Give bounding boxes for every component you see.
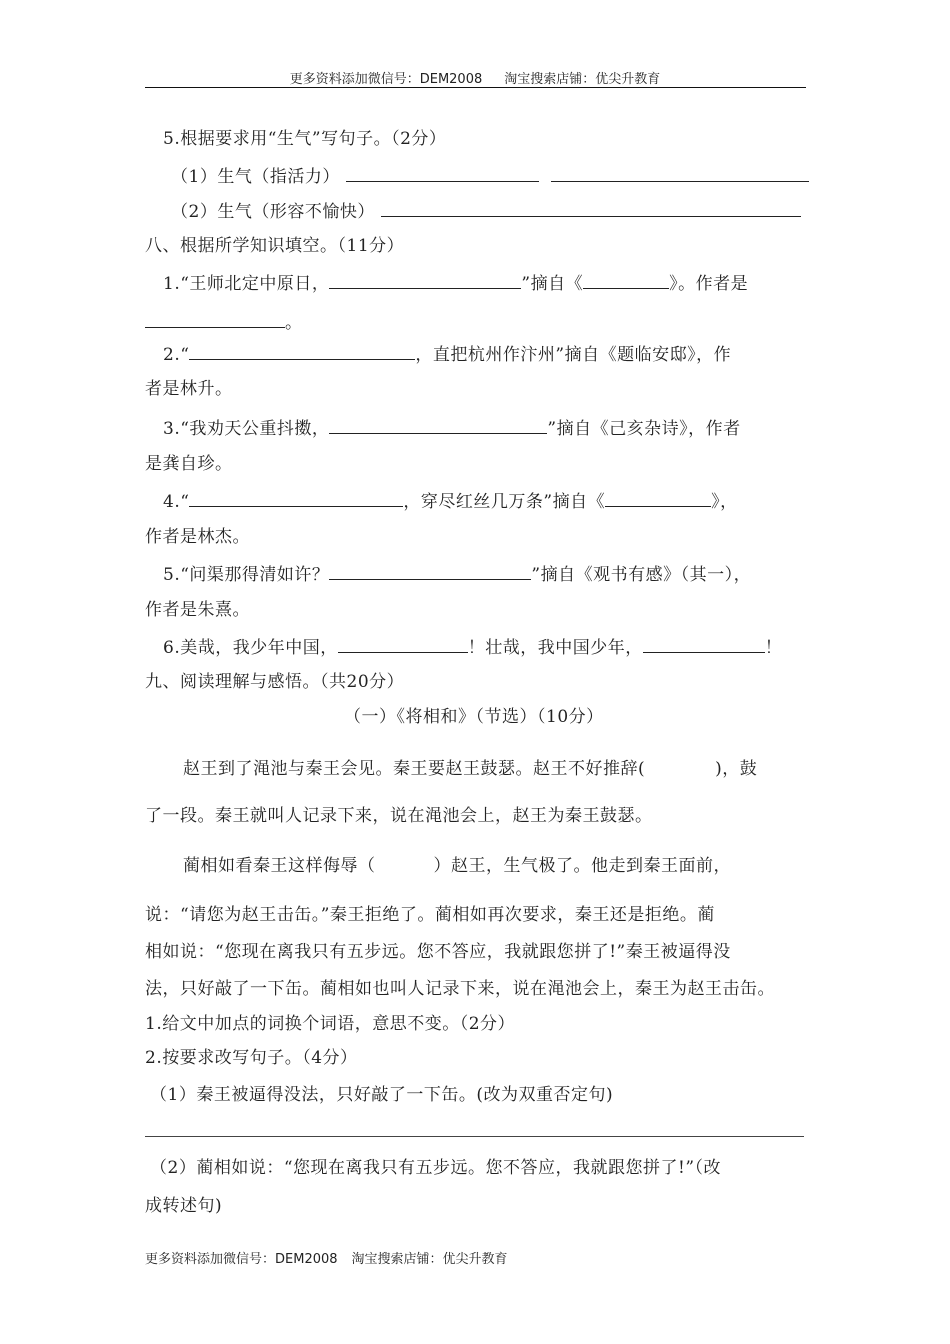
passage-subtitle: （一）《将相和》（节选）（10分） bbox=[344, 707, 604, 727]
s8-item3-text-a: 3.“我劝天公重抖擞， bbox=[163, 419, 330, 439]
s8-item1-blank-title[interactable] bbox=[583, 271, 669, 289]
passage-p2-text-b: ）赵王，生气极了。他走到秦王面前， bbox=[433, 856, 731, 876]
s8-item5-cont: 作者是朱熹。 bbox=[145, 600, 250, 620]
q5-part2 bbox=[171, 199, 801, 223]
s8-item1-blank-verse[interactable] bbox=[329, 271, 521, 289]
header-wechat: 更多资料添加微信号：DEM2008 bbox=[289, 72, 483, 87]
q5-part1-label: （1）生气（指活力） bbox=[171, 167, 340, 187]
passage-p2-line4: 法，只好敲了一下缶。蔺相如也叫人记录下来，说在渑池会上，秦王为赵王击缶。 bbox=[145, 979, 775, 999]
s8-item3-blank[interactable] bbox=[329, 416, 547, 434]
s8-item6 bbox=[163, 635, 782, 659]
s8-item1-cont bbox=[145, 310, 303, 334]
s8-item4 bbox=[163, 489, 738, 513]
passage-p1-text-a: 赵王到了渑池与秦王会见。秦王要赵王鼓瑟。赵王不好推辞( bbox=[183, 759, 646, 779]
s8-item4-blank-title[interactable] bbox=[605, 489, 711, 507]
s8-item2-text-b: ，直把杭州作汴州”摘自《题临安邸》，作 bbox=[415, 345, 732, 365]
s8-item4-text-b: ，穿尽红丝几万条”摘自《 bbox=[403, 492, 606, 512]
section8-title: 八、根据所学知识填空。（11分） bbox=[145, 236, 405, 256]
s8-item6-blank-a[interactable] bbox=[338, 635, 468, 653]
s9-question2-part2-cont: 成转述句) bbox=[145, 1196, 223, 1216]
passage-p1-line1 bbox=[183, 758, 757, 780]
s8-item6-blank-b[interactable] bbox=[643, 635, 765, 653]
s9-question2: 2.按要求改写句子。（4分） bbox=[145, 1048, 358, 1068]
s9-question1: 1.给文中加点的词换个词语，意思不变。（2分） bbox=[145, 1014, 516, 1034]
s8-item1-text-a: 1.“王师北定中原日， bbox=[163, 274, 330, 294]
answer-line[interactable] bbox=[145, 1136, 804, 1137]
s8-item2-blank[interactable] bbox=[189, 342, 415, 360]
q5-part1 bbox=[171, 164, 809, 188]
s9-question2-part2: （2）蔺相如说：“您现在离我只有五步远。您不答应，我就跟您拼了!”（改 bbox=[150, 1158, 722, 1178]
q5-part2-blank[interactable] bbox=[381, 199, 801, 217]
s8-item3-text-b: ”摘自《己亥杂诗》，作者 bbox=[547, 419, 741, 439]
passage-p2-line1 bbox=[183, 855, 731, 877]
section9-title: 九、阅读理解与感悟。（共20分） bbox=[145, 672, 405, 692]
q5-part1-blank-b[interactable] bbox=[551, 164, 809, 182]
passage-p2-line2: 说：“请您为赵王击缶。”秦王拒绝了。蔺相如再次要求，秦王还是拒绝。蔺 bbox=[145, 905, 715, 925]
s8-item2-cont: 者是林升。 bbox=[145, 379, 233, 399]
s8-item4-cont: 作者是林杰。 bbox=[145, 527, 250, 547]
s8-item6-text-c: ！ bbox=[764, 638, 783, 658]
s8-item1-blank-author[interactable] bbox=[145, 310, 285, 328]
page-footer bbox=[145, 1248, 508, 1267]
s8-item2 bbox=[163, 342, 731, 366]
passage-p1-line2: 了一段。秦王就叫人记录下来，说在渑池会上，赵王为秦王鼓瑟。 bbox=[145, 806, 653, 826]
passage-p2-text-a: 蔺相如看秦王这样侮辱（ bbox=[183, 856, 376, 876]
footer-shop: 淘宝搜索店铺：优尖升教育 bbox=[351, 1252, 508, 1267]
passage-p1-text-b: )，鼓 bbox=[715, 759, 758, 779]
s8-item6-text-b: ！壮哉，我中国少年， bbox=[467, 638, 643, 658]
q5-title: 5.根据要求用“生气”写句子。（2分） bbox=[163, 129, 447, 149]
s8-item1 bbox=[163, 271, 748, 295]
s8-item1-text-c: 》。作者是 bbox=[669, 274, 749, 294]
footer-wechat: 更多资料添加微信号：DEM2008 bbox=[145, 1252, 338, 1267]
s8-item3-cont: 是龚自珍。 bbox=[145, 454, 233, 474]
s9-question2-part1: （1）秦王被逼得没法，只好敲了一下缶。(改为双重否定句) bbox=[150, 1085, 614, 1105]
s8-item5-text-b: ”摘自《观书有感》（其一）， bbox=[531, 565, 752, 585]
s8-item1-text-b: ”摘自《 bbox=[521, 274, 584, 294]
page-header bbox=[0, 68, 950, 87]
header-rule bbox=[145, 87, 806, 88]
s8-item1-text-d: 。 bbox=[285, 313, 303, 333]
s8-item4-text-c: 》， bbox=[711, 492, 738, 512]
s8-item3 bbox=[163, 416, 741, 440]
header-shop: 淘宝搜索店铺：优尖升教育 bbox=[504, 72, 661, 87]
s8-item4-blank-verse[interactable] bbox=[189, 489, 403, 507]
s8-item5-text-a: 5.“问渠那得清如许？ bbox=[163, 565, 330, 585]
passage-p2-line3: 相如说：“您现在离我只有五步远。您不答应，我就跟您拼了!”秦王被逼得没 bbox=[145, 942, 731, 962]
s8-item5-blank[interactable] bbox=[329, 562, 531, 580]
q5-part1-blank-a[interactable] bbox=[346, 164, 539, 182]
s8-item5 bbox=[163, 562, 751, 586]
s8-item2-text-a: 2.“ bbox=[163, 345, 190, 365]
s8-item4-text-a: 4.“ bbox=[163, 492, 190, 512]
q5-part2-label: （2）生气（形容不愉快） bbox=[171, 202, 375, 222]
s8-item6-text-a: 6.美哉，我少年中国， bbox=[163, 638, 338, 658]
